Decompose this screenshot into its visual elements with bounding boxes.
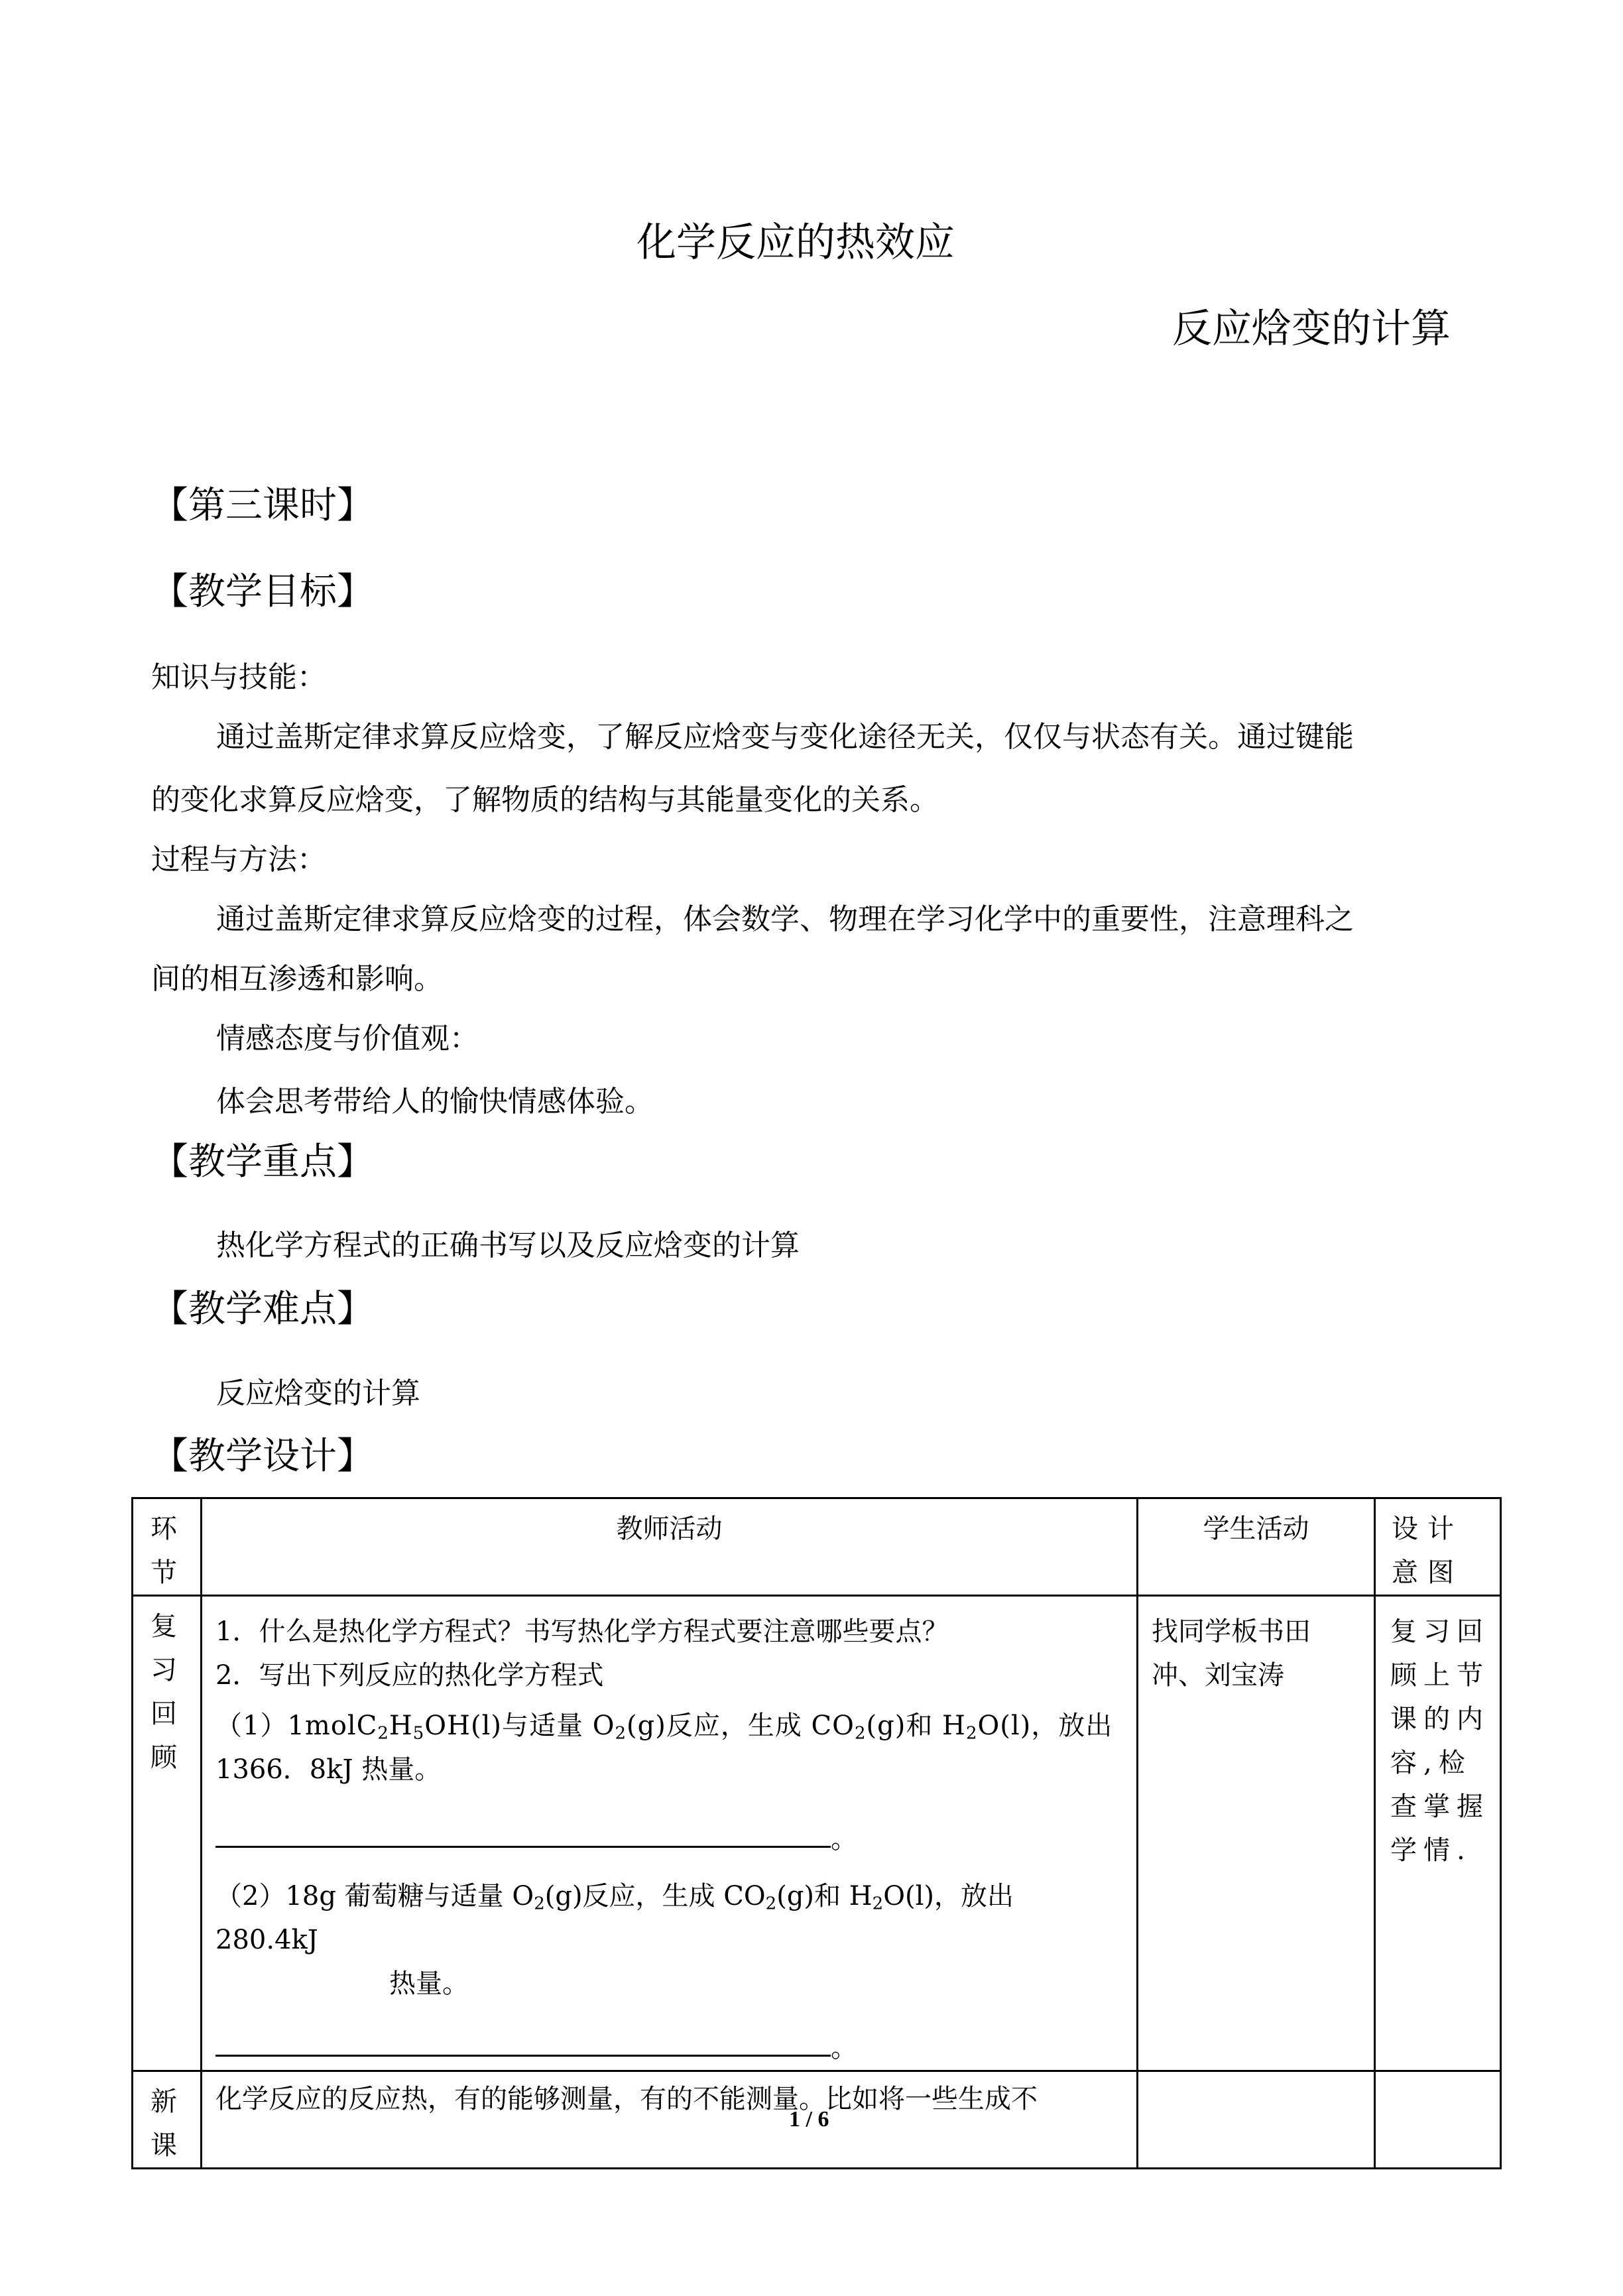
process-label: 过程与方法： bbox=[151, 843, 326, 876]
section-design: 【教学设计】 bbox=[151, 1435, 374, 1478]
question-2: 2．写出下列反应的热化学方程式 bbox=[215, 1660, 604, 1691]
intent-review: 复习回顾上节课的内容,检查掌握学情. bbox=[1390, 1616, 1490, 1866]
answer-blank-1: 。 bbox=[215, 1817, 1123, 1861]
header-student: 学生活动 bbox=[1203, 1514, 1309, 1544]
page-subtitle: 反应焓变的计算 bbox=[1172, 306, 1451, 352]
knowledge-label: 知识与技能： bbox=[151, 660, 326, 694]
stage-new: 新课 bbox=[150, 2086, 177, 2161]
question-4-line-2: 热量。 bbox=[389, 1968, 469, 1999]
knowledge-line-2: 的变化求算反应焓变，了解物质的结构与其能量变化的关系。 bbox=[151, 783, 939, 817]
student-activity-review: 找同学板书田冲、刘宝涛 bbox=[1152, 1616, 1311, 1691]
difficulties-text: 反应焓变的计算 bbox=[216, 1376, 420, 1410]
header-teacher: 教师活动 bbox=[616, 1514, 723, 1544]
teacher-activity-new: 化学反应的反应热，有的能够测量，有的不能测量。比如将一些生成不 bbox=[215, 2084, 1038, 2114]
section-lesson: 【第三课时】 bbox=[151, 484, 374, 527]
intent-new bbox=[1375, 2071, 1501, 2169]
question-3: $(1)1molC_2H_5OH(l)$与适量 $O_2(g)$反应，生成 $CO_2(g)$和 $H_2O(l)$，放出 bbox=[215, 1711, 1113, 1744]
question-1: 1．什么是热化学方程式？书写热化学方程式要注意哪些要点？ bbox=[215, 1616, 949, 1647]
table-row-review bbox=[133, 1596, 1501, 2071]
section-key-points: 【教学重点】 bbox=[151, 1140, 374, 1183]
emotion-text: 体会思考带给人的愉快情感体验。 bbox=[216, 1085, 654, 1118]
page-title: 化学反应的热效应 bbox=[636, 219, 955, 266]
knowledge-line-1: 通过盖斯定律求算反应焓变，了解反应焓变与变化途径无关，仅仅与状态有关。通过键能 bbox=[216, 720, 1354, 754]
section-difficulties: 【教学难点】 bbox=[151, 1288, 374, 1331]
section-objectives: 【教学目标】 bbox=[151, 570, 374, 613]
student-activity-new bbox=[1138, 2071, 1375, 2169]
emotion-label: 情感态度与价值观： bbox=[216, 1022, 479, 1056]
answer-line-2[interactable] bbox=[215, 2025, 831, 2057]
question-3-line-2: 1366．8kJ 热量。 bbox=[215, 1754, 442, 1785]
teacher-activity-review bbox=[202, 1597, 1136, 2070]
answer-line-1[interactable] bbox=[215, 1817, 831, 1848]
stage-review: 复习回顾 bbox=[150, 1611, 177, 1773]
answer-blank-2: 。 bbox=[215, 2025, 1123, 2070]
process-line-1: 通过盖斯定律求算反应焓变的过程，体会数学、物理在学习化学中的重要性，注意理科之 bbox=[216, 902, 1354, 936]
process-line-2: 间的相互渗透和影响。 bbox=[151, 962, 443, 996]
header-intent: 设计意图 bbox=[1392, 1514, 1463, 1588]
page-number: 1 / 6 bbox=[789, 2107, 829, 2132]
table-header-row bbox=[133, 1498, 1501, 1596]
header-stage: 环节 bbox=[150, 1514, 177, 1588]
key-points-text: 热化学方程式的正确书写以及反应焓变的计算 bbox=[216, 1229, 800, 1262]
question-4: （2）18g 葡萄糖与适量 $O_2(g)$反应，生成 $CO_2(g)$和 $H_2O(l)$，放出 280.4kJ bbox=[215, 1881, 1014, 1955]
design-table bbox=[131, 1497, 1502, 2169]
